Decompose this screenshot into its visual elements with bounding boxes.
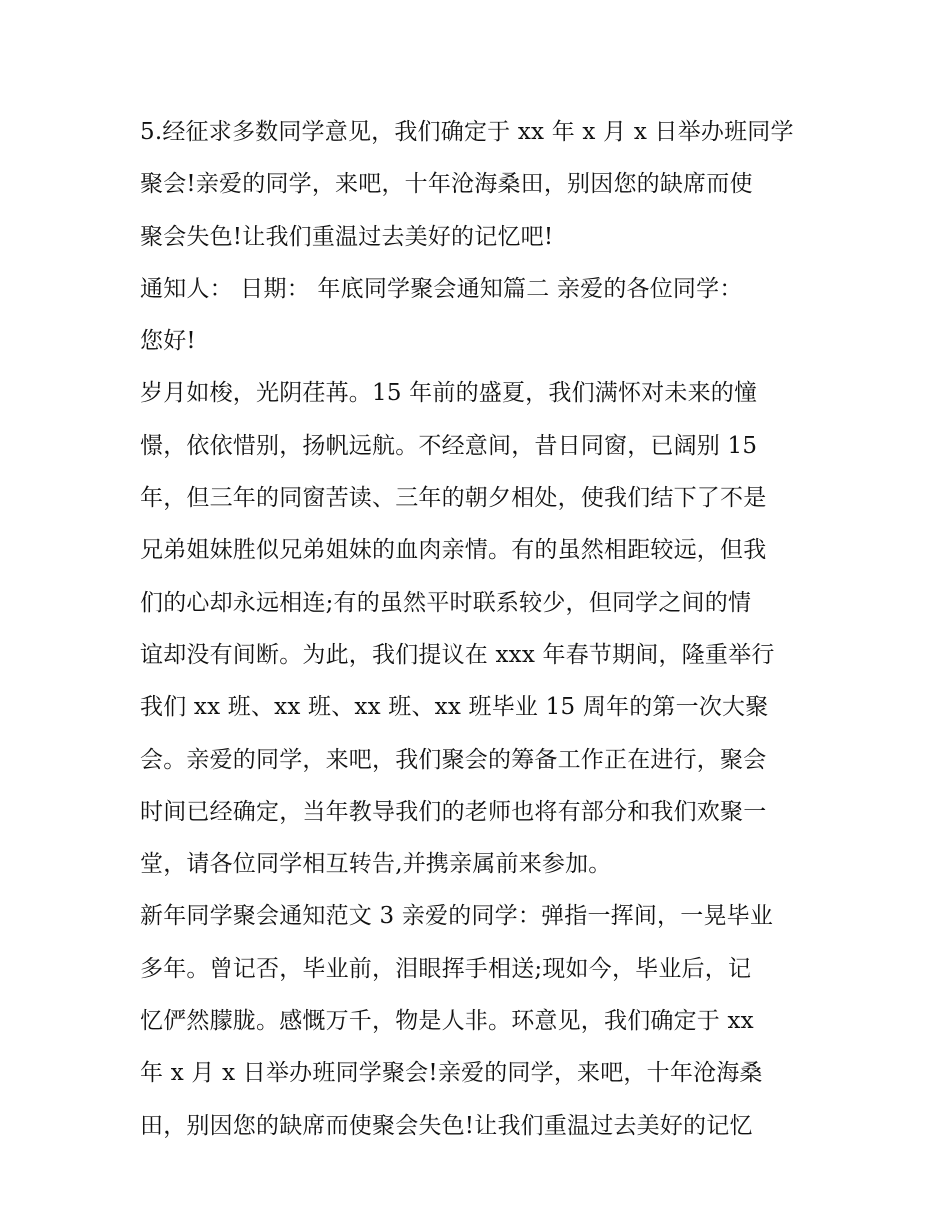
text-line: 您好! [140, 328, 196, 355]
text-line: 忆俨然朦胧。感慨万千，物是人非。环意见，我们确定于 xx [140, 1008, 754, 1035]
document-body [140, 106, 820, 1152]
text-line: 岁月如梭，光阴荏苒。15 年前的盛夏，我们满怀对未来的憧 [140, 380, 758, 407]
text-line: 会。亲爱的同学，来吧，我们聚会的筹备工作正在进行，聚会 [140, 746, 767, 773]
text-line: 通知人： 日期： 年底同学聚会通知篇二 亲爱的各位同学： [140, 275, 743, 302]
text-line: 5.经征求多数同学意见，我们确定于 xx 年 x 月 x 日举办班同学 [140, 119, 794, 145]
text-line: 聚会失色!让我们重温过去美好的记忆吧! [140, 223, 554, 250]
text-line: 们的心却永远相连;有的虽然平时联系较少，但同学之间的情 [140, 589, 752, 616]
text-line: 憬，依依惜别，扬帆远航。不经意间，昔日同窗，已阔别 15 [140, 432, 758, 459]
text-line: 新年同学聚会通知范文 3 亲爱的同学：弹指一挥间，一晃毕业 [140, 903, 774, 930]
text-line: 聚会!亲爱的同学，来吧，十年沧海桑田，别因您的缺席而使 [140, 171, 753, 198]
text-line: 年，但三年的同窗苦读、三年的朝夕相处，使我们结下了不是 [140, 485, 767, 512]
text-line: 兄弟姐妹胜似兄弟姐妹的血肉亲情。有的虽然相距较远，但我 [140, 537, 767, 564]
text-line: 年 x 月 x 日举办班同学聚会!亲爱的同学，来吧，十年沧海桑 [140, 1060, 763, 1087]
text-line: 田，别因您的缺席而使聚会失色!让我们重温过去美好的记忆 [140, 1112, 753, 1139]
text-line: 多年。曾记否，毕业前，泪眼挥手相送;现如今，毕业后，记 [140, 955, 752, 982]
text-line: 堂，请各位同学相互转告,并携亲属前来参加。 [140, 851, 612, 878]
text-line: 谊却没有间断。为此，我们提议在 xxx 年春节期间，隆重举行 [140, 641, 775, 668]
text-line: 我们 xx 班、xx 班、xx 班、xx 班毕业 15 周年的第一次大聚 [140, 694, 769, 721]
text-line: 时间已经确定，当年教导我们的老师也将有部分和我们欢聚一 [140, 798, 767, 825]
